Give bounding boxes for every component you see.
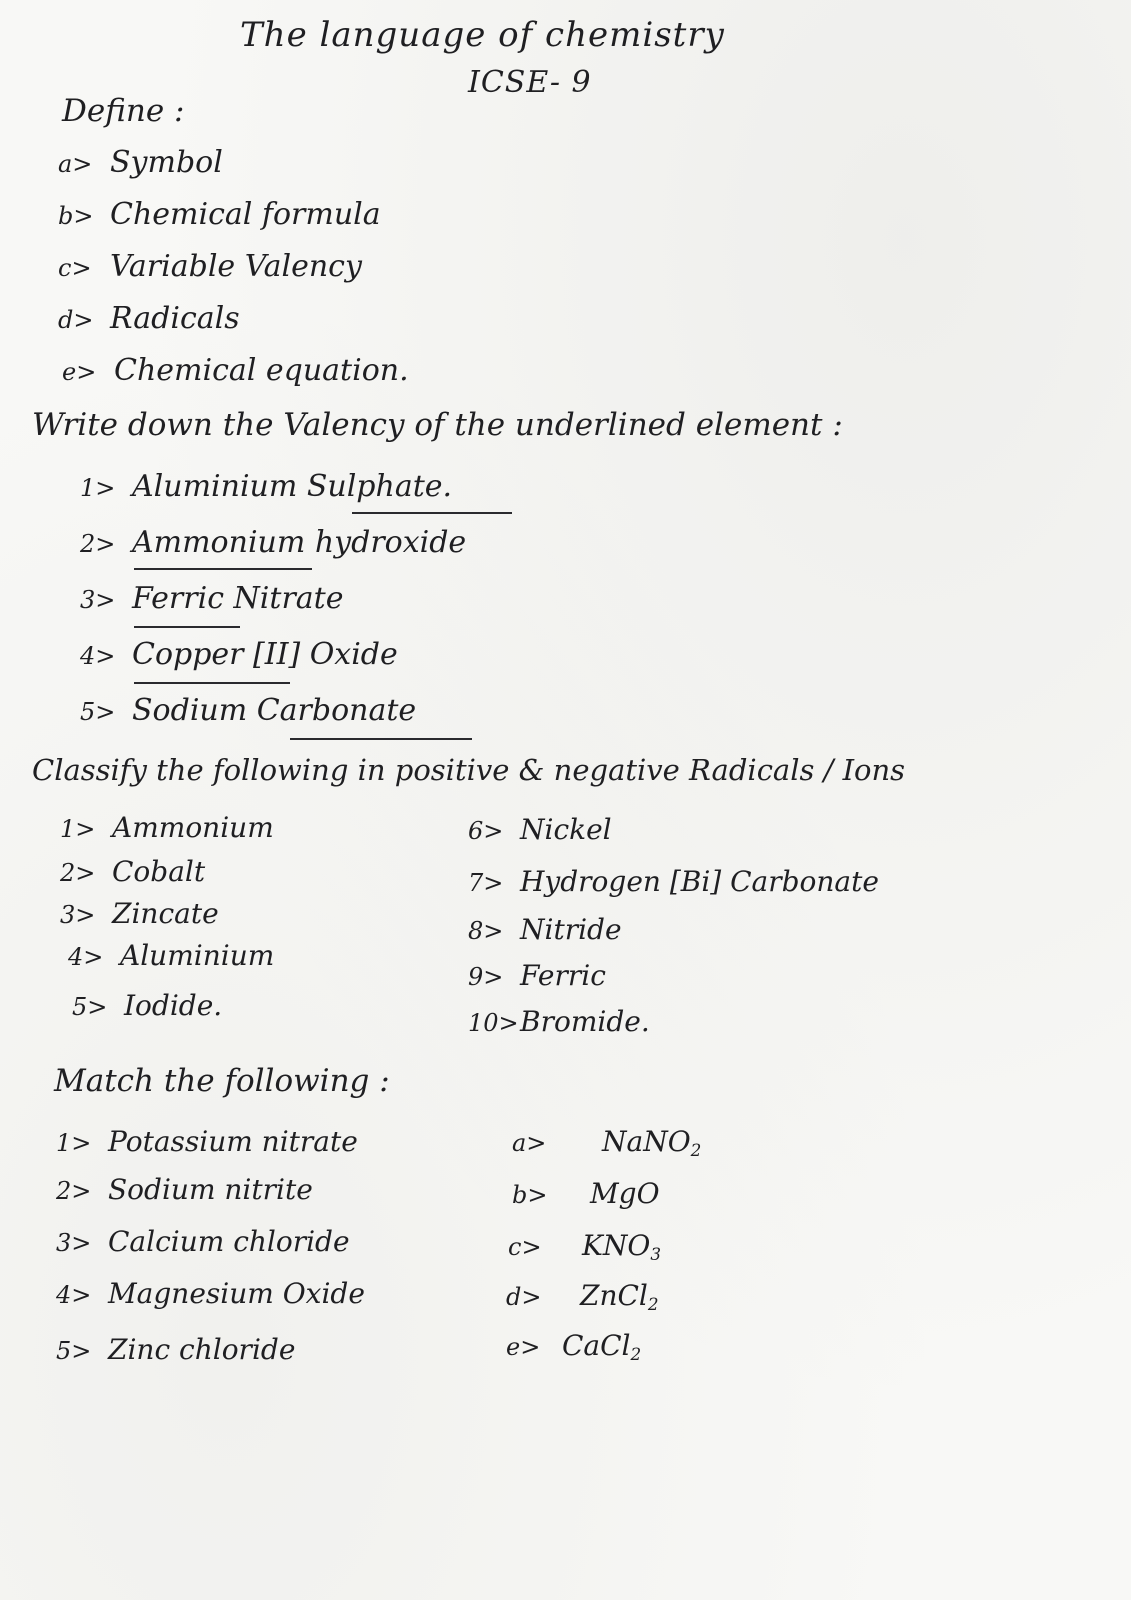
match-left-marker: 1> <box>56 1129 92 1157</box>
define-item-a <box>58 145 223 180</box>
match-right-formula: MgO <box>590 1177 660 1210</box>
valency-item-2 <box>80 525 467 560</box>
classify-item-marker: 7> <box>468 869 504 897</box>
classify-item-text: Iodide. <box>124 989 223 1022</box>
match-right-a <box>512 1125 702 1161</box>
classify-item-5 <box>72 989 223 1022</box>
page-subtitle: ICSE- 9 <box>468 65 592 100</box>
define-item-text: Symbol <box>110 145 223 180</box>
define-item-text: Chemical equation. <box>114 353 409 388</box>
valency-item-5 <box>80 693 417 728</box>
classify-item-text: Ferric <box>520 959 606 992</box>
classify-item-marker: 9> <box>468 963 504 991</box>
define-item-marker: c> <box>58 254 92 282</box>
match-right-marker: e> <box>506 1333 541 1361</box>
match-left-marker: 3> <box>56 1229 92 1257</box>
classify-item-text: Bromide. <box>520 1005 650 1038</box>
valency-item-text: Copper [II] Oxide <box>132 637 398 672</box>
classify-item-text: Nitride <box>520 913 622 946</box>
classify-item-4 <box>68 939 275 972</box>
match-right-formula: CaCl <box>562 1329 631 1362</box>
valency-item-1 <box>80 469 453 504</box>
valency-item-text: Sodium Carbonate <box>132 693 417 728</box>
classify-item-marker: 3> <box>60 901 96 929</box>
classify-item-text: Aluminium <box>120 939 275 972</box>
match-left-text: Magnesium Oxide <box>108 1277 365 1310</box>
match-right-e <box>506 1329 642 1365</box>
valency-item-marker: 3> <box>80 586 116 614</box>
classify-item-marker: 5> <box>72 993 108 1021</box>
match-right-b <box>512 1177 660 1211</box>
valency-item-marker: 1> <box>80 474 116 502</box>
classify-item-marker: 8> <box>468 917 504 945</box>
define-item-d <box>58 301 240 336</box>
match-left-marker: 2> <box>56 1177 92 1205</box>
valency-item-4 <box>80 637 398 672</box>
classify-item-9 <box>468 959 606 992</box>
match-left-text: Calcium chloride <box>108 1225 350 1258</box>
match-left-marker: 4> <box>56 1281 92 1309</box>
classify-item-marker: 6> <box>468 817 504 845</box>
underline-copper <box>134 682 290 684</box>
classify-item-text: Cobalt <box>112 855 206 888</box>
match-right-d <box>506 1279 659 1315</box>
classify-item-text: Ammonium <box>112 811 274 844</box>
classify-item-marker: 1> <box>60 815 96 843</box>
match-right-subscript: 3 <box>650 1244 662 1265</box>
classify-item-7 <box>468 865 879 898</box>
classify-item-marker: 2> <box>60 859 96 887</box>
match-right-marker: d> <box>506 1283 542 1311</box>
classify-heading: Classify the following in positive & negative Radicals / Ions <box>32 753 906 787</box>
match-heading: Match the following : <box>54 1063 390 1099</box>
define-item-e <box>62 353 409 388</box>
classify-item-3 <box>60 897 219 930</box>
match-right-subscript: 2 <box>647 1294 659 1315</box>
match-left-text: Potassium nitrate <box>108 1125 358 1158</box>
define-item-text: Chemical formula <box>110 197 381 232</box>
valency-heading: Write down the Valency of the underlined element : <box>32 407 843 443</box>
match-right-formula: NaNO <box>602 1125 691 1158</box>
underline-sulphate <box>352 512 512 514</box>
classify-item-8 <box>468 913 622 946</box>
page-title: The language of chemistry <box>240 15 725 55</box>
valency-item-marker: 2> <box>80 530 116 558</box>
classify-item-text: Zincate <box>112 897 219 930</box>
valency-item-3 <box>80 581 344 616</box>
valency-item-text: Ammonium hydroxide <box>132 525 467 560</box>
define-heading: Define : <box>62 93 185 129</box>
match-right-formula: ZnCl <box>580 1279 648 1312</box>
match-left-text: Zinc chloride <box>108 1333 296 1366</box>
match-right-formula: KNO <box>582 1229 651 1262</box>
classify-item-text: Hydrogen [Bi] Carbonate <box>520 865 879 898</box>
valency-item-marker: 4> <box>80 642 116 670</box>
underline-ammonium <box>134 568 312 570</box>
valency-item-text: Aluminium Sulphate. <box>132 469 453 504</box>
classify-item-marker: 4> <box>68 943 104 971</box>
match-left-marker: 5> <box>56 1337 92 1365</box>
valency-item-marker: 5> <box>80 698 116 726</box>
match-right-subscript: 2 <box>630 1344 642 1365</box>
classify-item-marker: 10> <box>468 1009 519 1037</box>
match-left-5 <box>56 1333 296 1366</box>
match-left-4 <box>56 1277 365 1310</box>
underline-ferric <box>134 626 240 628</box>
classify-item-6 <box>468 813 612 846</box>
define-item-text: Variable Valency <box>110 249 362 284</box>
define-item-marker: a> <box>58 150 93 178</box>
classify-item-2 <box>60 855 206 888</box>
define-item-marker: e> <box>62 358 97 386</box>
valency-item-text: Ferric Nitrate <box>132 581 344 616</box>
match-left-text: Sodium nitrite <box>108 1173 313 1206</box>
match-right-marker: a> <box>512 1129 547 1157</box>
define-item-text: Radicals <box>110 301 240 336</box>
match-left-3 <box>56 1225 350 1258</box>
define-item-marker: d> <box>58 306 94 334</box>
classify-item-text: Nickel <box>520 813 612 846</box>
match-left-1 <box>56 1125 358 1158</box>
define-item-marker: b> <box>58 202 94 230</box>
match-right-marker: b> <box>512 1181 548 1209</box>
define-item-c <box>58 249 362 284</box>
match-right-marker: c> <box>508 1233 542 1261</box>
match-left-2 <box>56 1173 313 1206</box>
underline-carbonate <box>290 738 472 740</box>
define-item-b <box>58 197 381 232</box>
match-right-c <box>508 1229 662 1265</box>
match-right-subscript: 2 <box>690 1140 702 1161</box>
classify-item-10 <box>468 1005 650 1038</box>
classify-item-1 <box>60 811 274 844</box>
